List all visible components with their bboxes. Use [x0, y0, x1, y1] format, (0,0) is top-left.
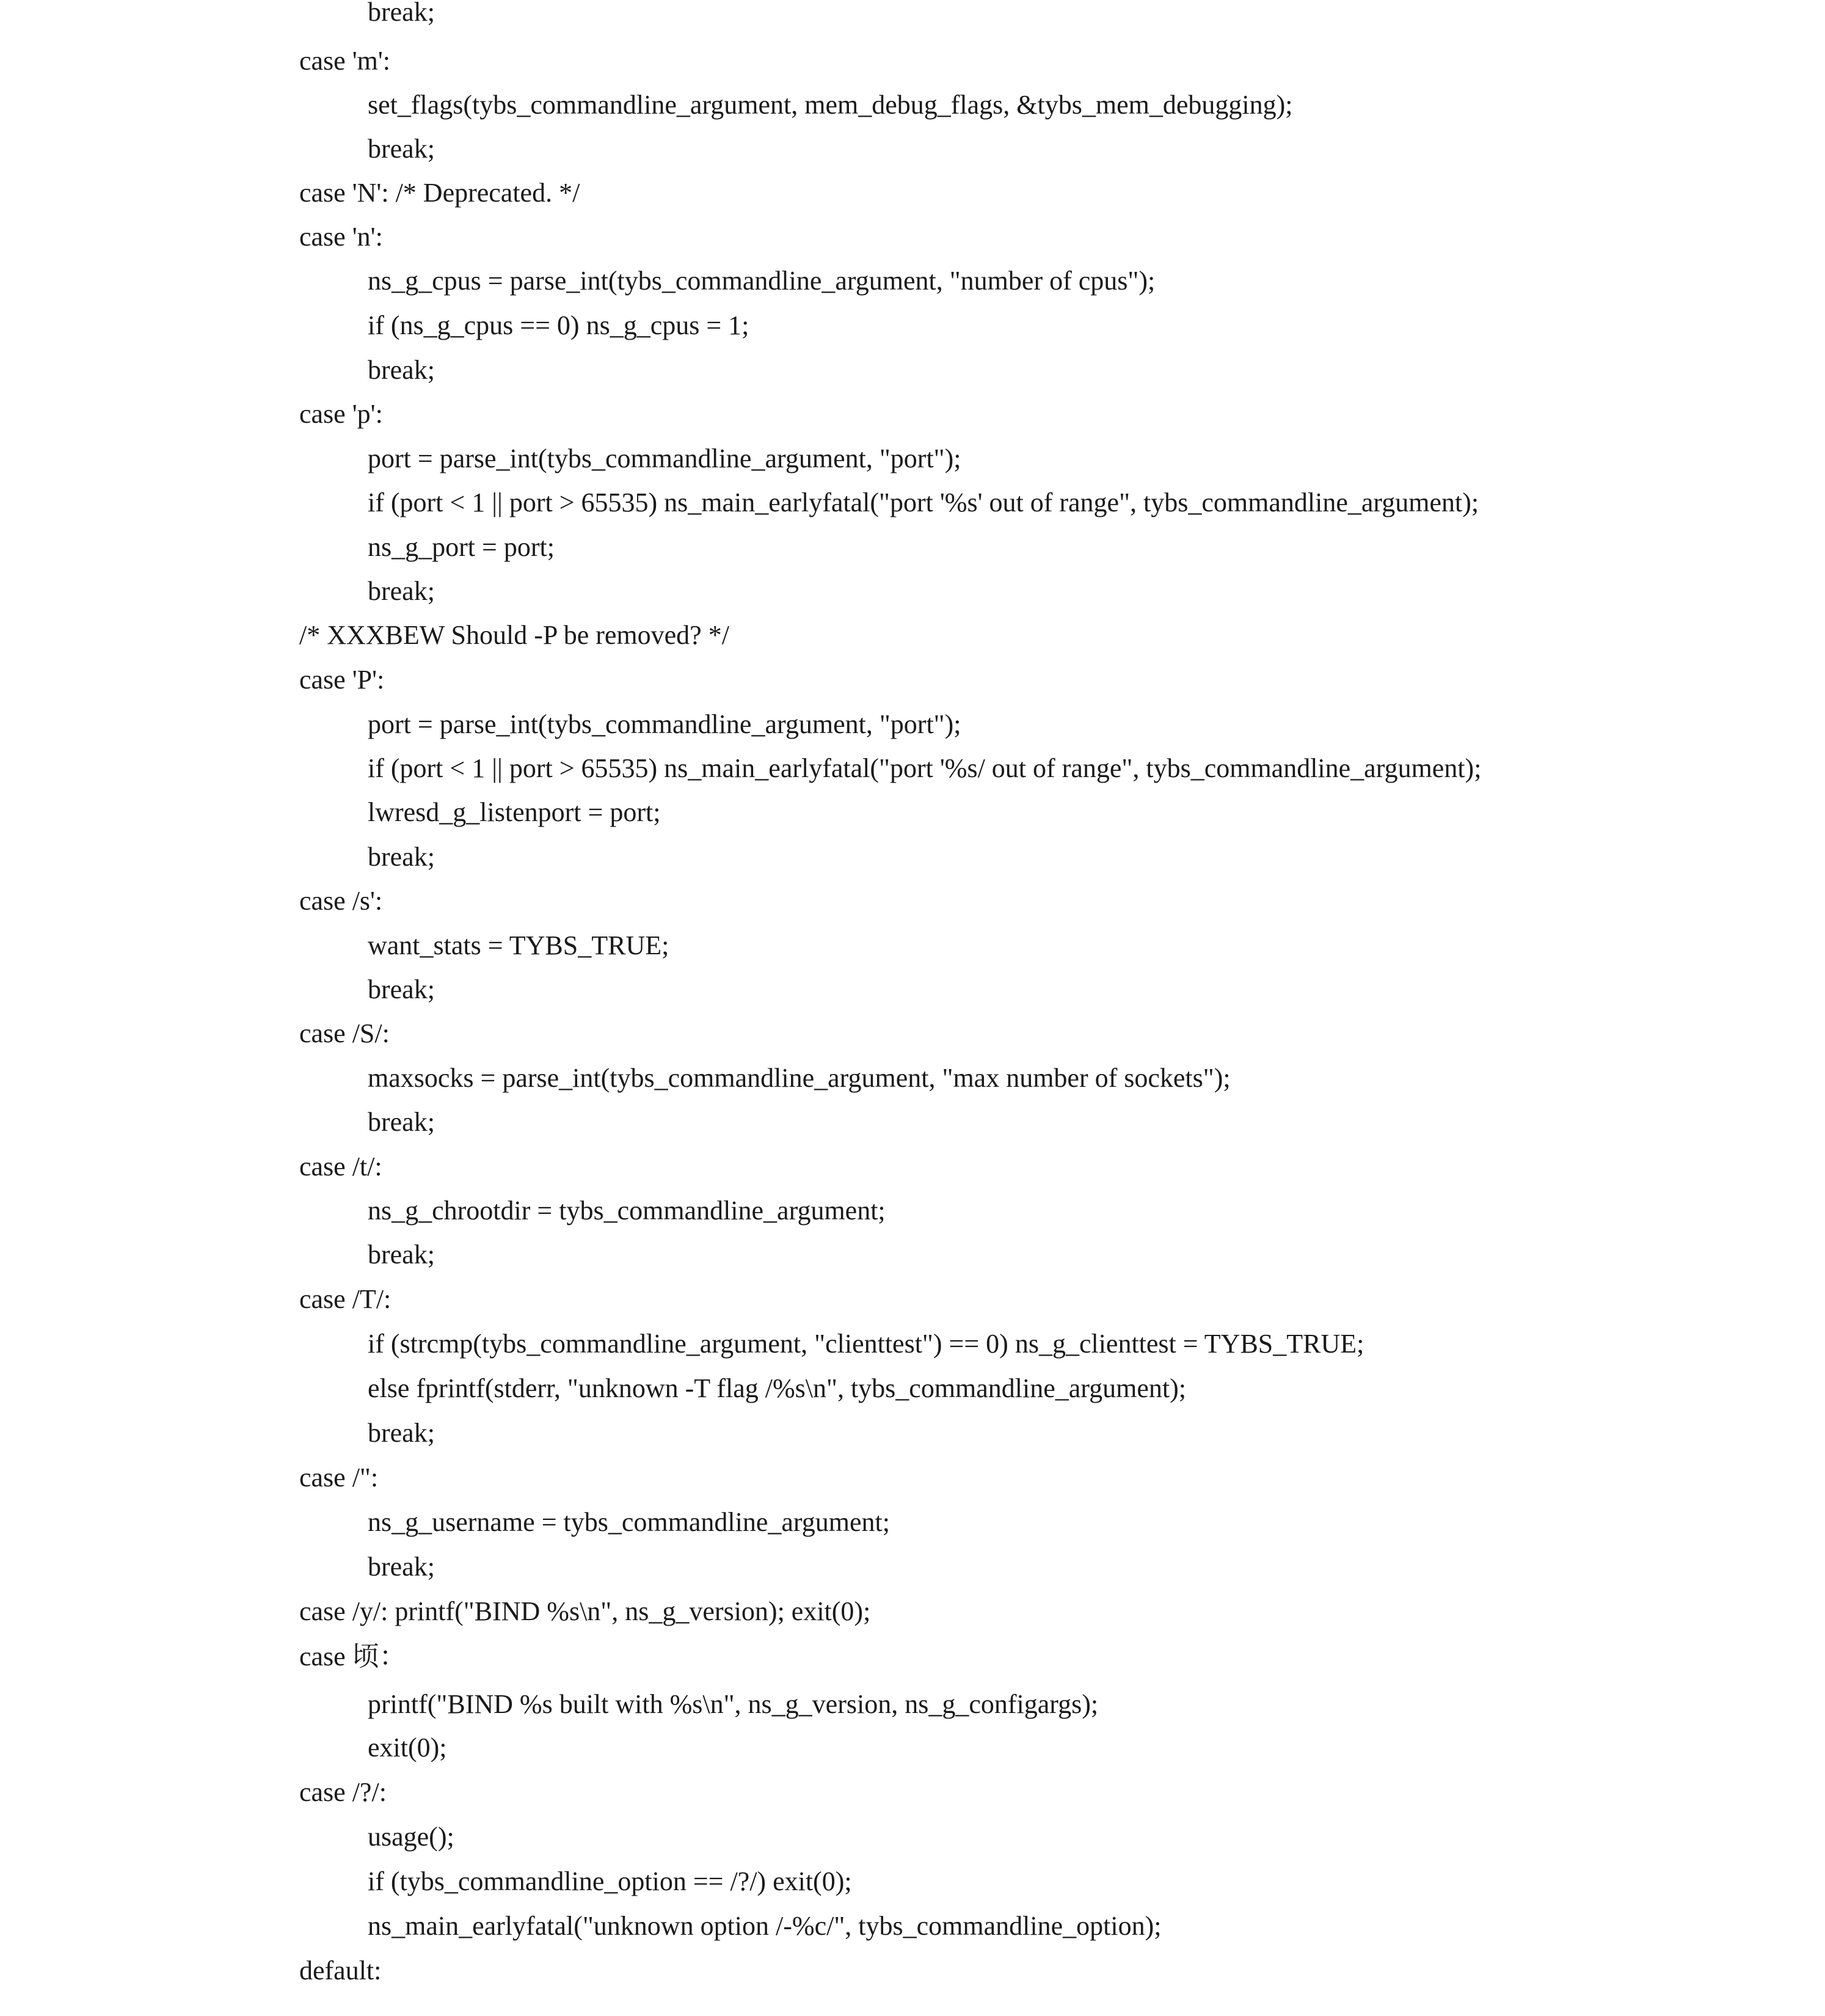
code-line-31: if (strcmp(tybs_commandline_argument, "clienttest") == 0) ns_g_clienttest = TYBS_TRUE; — [368, 1329, 1364, 1359]
code-line-5: case 'N': /* Deprecated. */ — [299, 178, 580, 208]
code-line-4: break; — [368, 134, 435, 164]
code-line-15: /* XXXBEW Should -P be removed? */ — [299, 620, 729, 650]
code-line-16: case 'P': — [299, 665, 385, 695]
code-line-25: maxsocks = parse_int(tybs_commandline_argument, "max number of sockets"); — [368, 1063, 1231, 1093]
code-line-33: break; — [368, 1418, 435, 1448]
code-line-29: break; — [368, 1240, 435, 1269]
code-line-44: ns_main_earlyfatal("unknown option /-%c/", tybs_commandline_option); — [368, 1911, 1162, 1941]
code-line-42: usage(); — [368, 1822, 454, 1852]
code-line-10: case 'p': — [299, 399, 383, 429]
code-line-13: ns_g_port = port; — [368, 532, 555, 562]
code-line-28: ns_g_chrootdir = tybs_commandline_argument; — [368, 1196, 886, 1225]
code-line-7: ns_g_cpus = parse_int(tybs_commandline_argument, "number of cpus"); — [368, 266, 1156, 296]
code-line-26: break; — [368, 1107, 435, 1137]
code-line-23: break; — [368, 974, 435, 1004]
code-line-38: case 顷： — [299, 1642, 406, 1671]
code-line-27: case /t/: — [299, 1152, 382, 1181]
code-line-9: break; — [368, 355, 435, 385]
code-line-3: set_flags(tybs_commandline_argument, mem_debug_flags, &tybs_mem_debugging); — [368, 90, 1293, 120]
code-line-32: else fprintf(stderr, "unknown -T flag /%s\n", tybs_commandline_argument); — [368, 1373, 1187, 1403]
code-line-2: case 'm': — [299, 46, 391, 76]
code-line-34: case /": — [299, 1463, 379, 1492]
code-line-20: break; — [368, 842, 435, 872]
code-line-22: want_stats = TYBS_TRUE; — [368, 930, 669, 960]
code-line-35: ns_g_username = tybs_commandline_argument; — [368, 1507, 890, 1537]
code-line-43: if (tybs_commandline_option == /?/) exit(0); — [368, 1866, 852, 1896]
code-line-11: port = parse_int(tybs_commandline_argument, "port"); — [368, 444, 961, 473]
code-line-45: default: — [299, 1956, 382, 1985]
code-line-8: if (ns_g_cpus == 0) ns_g_cpus = 1; — [368, 310, 749, 340]
code-line-12: if (port < 1 || port > 65535) ns_main_earlyfatal("port '%s' out of range", tybs_commandline_argument); — [368, 488, 1479, 517]
code-line-37: case /y/: printf("BIND %s\n", ns_g_version); exit(0); — [299, 1596, 871, 1626]
code-line-21: case /s': — [299, 886, 383, 916]
code-line-24: case /S/: — [299, 1018, 390, 1048]
code-line-18: if (port < 1 || port > 65535) ns_main_earlyfatal("port '%s/ out of range", tybs_commandline_argument); — [368, 753, 1482, 783]
code-line-39: printf("BIND %s built with %s\n", ns_g_version, ns_g_configargs); — [368, 1689, 1099, 1719]
code-line-40: exit(0); — [368, 1733, 447, 1762]
code-line-36: break; — [368, 1552, 435, 1582]
code-line-1: break; — [368, 0, 435, 27]
code-line-19: lwresd_g_listenport = port; — [368, 797, 661, 827]
code-line-30: case /T/: — [299, 1284, 392, 1314]
code-line-41: case /?/: — [299, 1777, 387, 1807]
code-line-17: port = parse_int(tybs_commandline_argument, "port"); — [368, 709, 961, 739]
code-line-6: case 'n': — [299, 222, 383, 252]
code-line-14: break; — [368, 576, 435, 606]
